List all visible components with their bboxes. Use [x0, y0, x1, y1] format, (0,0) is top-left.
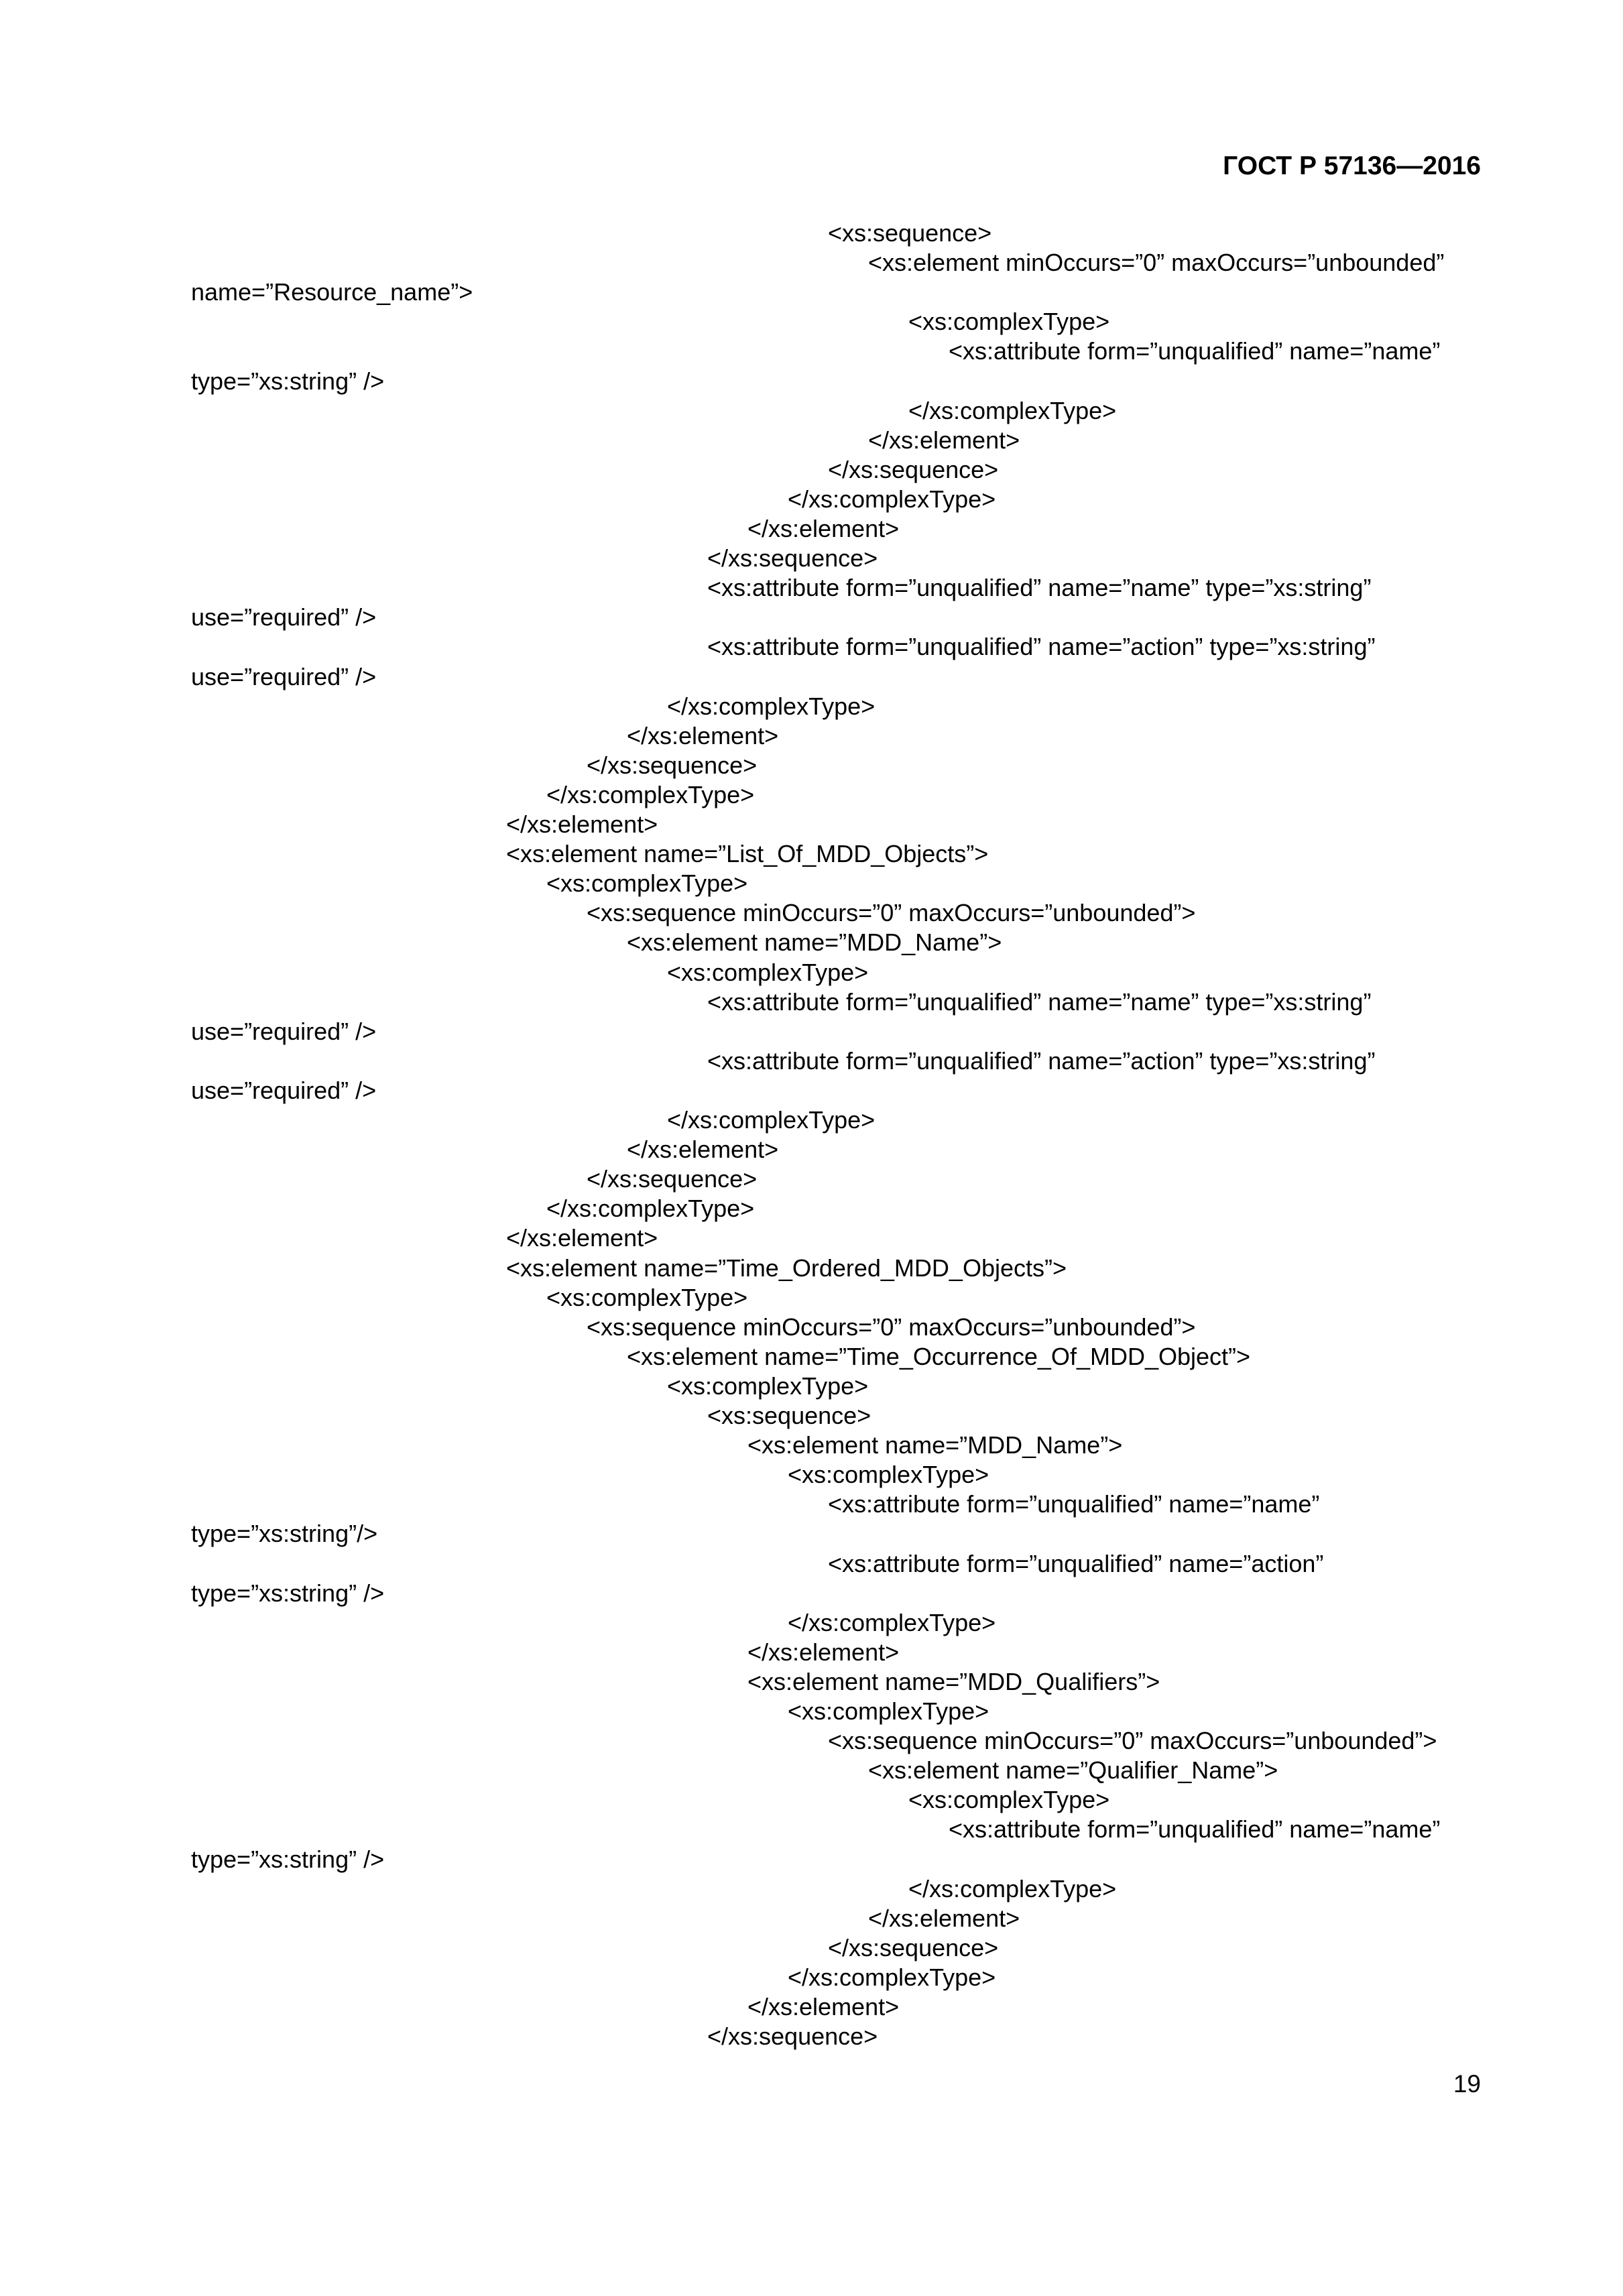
code-line: type=”xs:string” /> — [191, 1579, 385, 1607]
code-line: <xs:element name=”MDD_Qualifiers”> — [747, 1667, 1160, 1695]
code-line: </xs:complexType> — [788, 1963, 996, 1991]
code-line: </xs:complexType> — [667, 1106, 876, 1134]
code-line: <xs:sequence minOccurs=”0” maxOccurs=”unbounded”> — [587, 1313, 1196, 1341]
code-line: <xs:element name=”MDD_Name”> — [627, 928, 1002, 957]
code-line: <xs:element name=”List_Of_MDD_Objects”> — [506, 840, 989, 868]
code-line: <xs:attribute form=”unqualified” name=”name” type=”xs:string” — [707, 987, 1372, 1016]
code-line: <xs:sequence> — [828, 219, 992, 247]
code-line: <xs:sequence minOccurs=”0” maxOccurs=”unbounded”> — [587, 899, 1196, 927]
code-line: </xs:complexType> — [546, 1195, 755, 1223]
code-line: </xs:element> — [747, 1993, 900, 2020]
code-line: </xs:element> — [506, 1224, 658, 1252]
code-line: <xs:complexType> — [667, 1372, 869, 1400]
code-line: </xs:complexType> — [546, 780, 755, 808]
standard-code: ГОСТ Р 57136—2016 — [1223, 152, 1481, 180]
code-line: <xs:attribute form=”unqualified” name=”name” — [949, 337, 1441, 365]
code-line: <xs:attribute form=”unqualified” name=”action” type=”xs:string” — [707, 1046, 1376, 1075]
code-line: use=”required” /> — [191, 603, 377, 631]
code-line: <xs:element minOccurs=”0” maxOccurs=”unbounded” — [868, 249, 1445, 277]
code-line: <xs:element name=”Time_Occurrence_Of_MDD_Object”> — [627, 1342, 1251, 1370]
code-line: </xs:element> — [868, 1904, 1020, 1932]
code-line: </xs:complexType> — [667, 692, 876, 720]
code-line: <xs:attribute form=”unqualified” name=”action” type=”xs:string” — [707, 633, 1376, 661]
code-line: type=”xs:string” /> — [191, 1845, 385, 1873]
code-line: <xs:attribute form=”unqualified” name=”name” type=”xs:string” — [707, 574, 1372, 602]
code-line: </xs:element> — [747, 515, 900, 542]
code-line: <xs:element name=”Time_Ordered_MDD_Objects”> — [506, 1254, 1067, 1282]
code-line: </xs:element> — [868, 426, 1020, 454]
code-line: <xs:complexType> — [546, 869, 748, 898]
code-line: </xs:sequence> — [587, 751, 758, 779]
code-line: use=”required” /> — [191, 1076, 377, 1104]
code-line: use=”required” /> — [191, 1017, 377, 1045]
code-line: <xs:attribute form=”unqualified” name=”name” — [949, 1815, 1441, 1844]
code-line: type=”xs:string”/> — [191, 1520, 378, 1548]
code-line: </xs:sequence> — [587, 1165, 758, 1193]
code-line: <xs:sequence minOccurs=”0” maxOccurs=”unbounded”> — [828, 1727, 1437, 1755]
code-line: </xs:complexType> — [908, 396, 1117, 424]
code-line: <xs:element name=”MDD_Name”> — [747, 1431, 1123, 1459]
code-line: </xs:element> — [506, 810, 658, 838]
code-line: type=”xs:string” /> — [191, 367, 385, 395]
code-line: <xs:attribute form=”unqualified” name=”action” — [828, 1549, 1324, 1577]
code-line: <xs:attribute form=”unqualified” name=”name” — [828, 1490, 1320, 1518]
code-line: <xs:complexType> — [546, 1283, 748, 1311]
code-line: <xs:sequence> — [707, 1402, 871, 1429]
code-line: </xs:complexType> — [788, 485, 996, 513]
code-line: <xs:complexType> — [908, 1786, 1110, 1814]
code-line: </xs:sequence> — [707, 2022, 878, 2051]
page-number: 19 — [1453, 2070, 1481, 2098]
code-line: <xs:complexType> — [788, 1461, 989, 1489]
code-line: <xs:complexType> — [667, 958, 869, 986]
code-line: use=”required” /> — [191, 662, 377, 690]
code-line: </xs:complexType> — [788, 1608, 996, 1636]
code-line: </xs:element> — [627, 1136, 779, 1164]
code-line: </xs:element> — [627, 721, 779, 749]
code-line: <xs:complexType> — [788, 1697, 989, 1725]
code-line: <xs:element name=”Qualifier_Name”> — [868, 1756, 1278, 1785]
code-line: </xs:element> — [747, 1638, 900, 1666]
code-line: name=”Resource_name”> — [191, 278, 473, 306]
code-line: </xs:sequence> — [707, 544, 878, 572]
code-line: </xs:sequence> — [828, 1933, 999, 1961]
code-line: </xs:complexType> — [908, 1874, 1117, 1902]
code-line: </xs:sequence> — [828, 455, 999, 483]
code-line: <xs:complexType> — [908, 308, 1110, 336]
